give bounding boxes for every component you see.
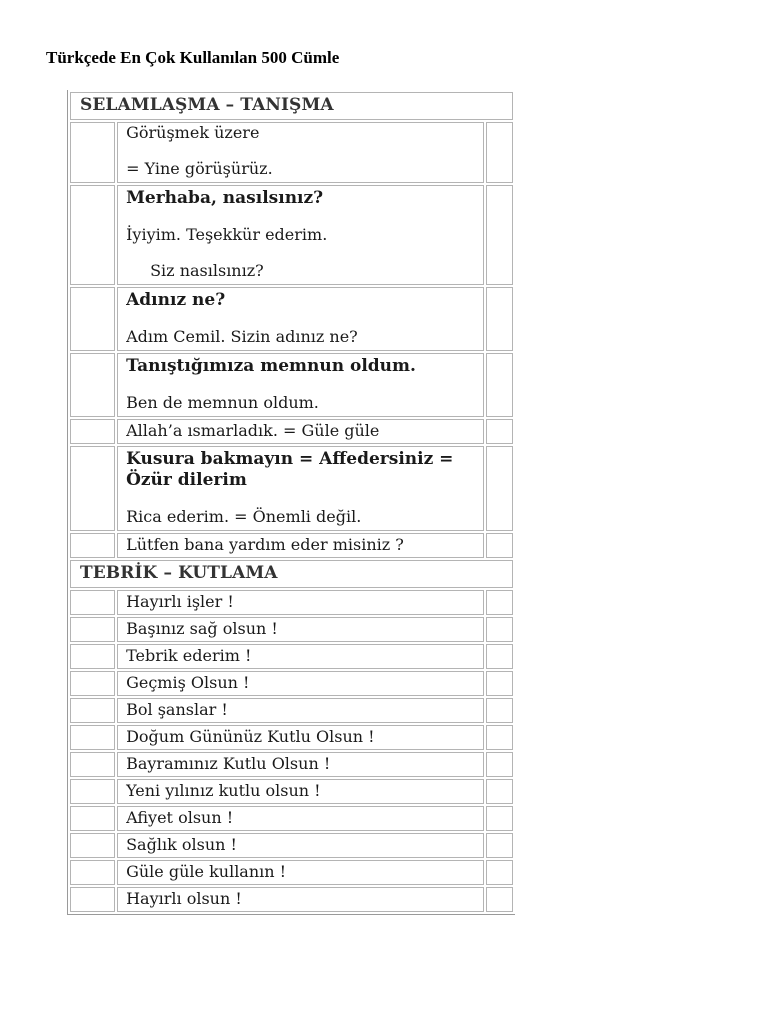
row-left-cell xyxy=(70,779,115,804)
row-left-cell xyxy=(70,887,115,912)
table-row xyxy=(70,353,513,417)
phrase-response: İyiyim. Teşekkür ederim. xyxy=(126,225,328,244)
phrase-text: Görüşmek üzere xyxy=(126,123,260,142)
section-title: SELAMLAŞMA – TANIŞMA xyxy=(80,95,334,115)
phrase-cell xyxy=(117,446,484,531)
phrase-text: Yeni yılınız kutlu olsun ! xyxy=(126,781,321,800)
table-row xyxy=(70,698,513,723)
phrase-text: Bayramınız Kutlu Olsun ! xyxy=(126,754,331,773)
row-left-cell xyxy=(70,725,115,750)
row-right-cell xyxy=(486,287,513,351)
phrase-question: Tanıştığımıza memnun oldum. xyxy=(126,356,416,376)
phrase-cell xyxy=(117,185,484,285)
row-right-cell xyxy=(486,671,513,696)
phrase-text: Hayırlı olsun ! xyxy=(126,889,242,908)
row-right-cell xyxy=(486,833,513,858)
phrase-question: Kusura bakmayın = Affedersiniz = Özür dilerim xyxy=(126,449,454,490)
phrase-text: Sağlık olsun ! xyxy=(126,835,237,854)
row-right-cell xyxy=(486,725,513,750)
row-left-cell xyxy=(70,185,115,285)
row-right-cell xyxy=(486,644,513,669)
phrase-cell xyxy=(117,287,484,351)
phrase-cell xyxy=(117,725,484,750)
document-title: Türkçede En Çok Kullanılan 500 Cümle xyxy=(46,48,340,67)
table-row xyxy=(70,590,513,615)
phrase-cell xyxy=(117,590,484,615)
section-title: TEBRİK – KUTLAMA xyxy=(80,563,278,583)
row-right-cell xyxy=(486,806,513,831)
phrase-cell xyxy=(117,887,484,912)
row-right-cell xyxy=(486,419,513,444)
table-row xyxy=(70,644,513,669)
phrase-question: Merhaba, nasılsınız? xyxy=(126,188,324,208)
phrase-cell xyxy=(117,419,484,444)
row-right-cell xyxy=(486,698,513,723)
table-row xyxy=(70,122,513,183)
section-header xyxy=(70,560,513,588)
phrase-response: = Yine görüşürüz. xyxy=(126,159,273,178)
row-right-cell xyxy=(486,353,513,417)
row-right-cell xyxy=(486,185,513,285)
phrase-text: Hayırlı işler ! xyxy=(126,592,234,611)
section-header xyxy=(70,92,513,120)
phrase-cell xyxy=(117,353,484,417)
table-row xyxy=(70,887,513,912)
table-row xyxy=(70,752,513,777)
row-left-cell xyxy=(70,287,115,351)
section-header-row xyxy=(70,92,513,120)
row-left-cell xyxy=(70,617,115,642)
phrase-response: Ben de memnun oldum. xyxy=(126,393,319,412)
table-row xyxy=(70,533,513,558)
phrase-text: Allah’a ısmarladık. = Güle güle xyxy=(126,421,380,440)
phrase-response: Rica ederim. = Önemli değil. xyxy=(126,507,362,526)
phrase-cell xyxy=(117,644,484,669)
phrase-text: Lütfen bana yardım eder misiniz ? xyxy=(126,535,404,554)
row-right-cell xyxy=(486,122,513,183)
row-left-cell xyxy=(70,806,115,831)
phrase-cell xyxy=(117,533,484,558)
phrase-table xyxy=(67,90,515,915)
row-right-cell xyxy=(486,446,513,531)
phrase-text: Bol şanslar ! xyxy=(126,700,228,719)
table-row xyxy=(70,185,513,285)
table-row xyxy=(70,419,513,444)
phrase-cell xyxy=(117,122,484,183)
row-left-cell xyxy=(70,644,115,669)
phrase-response: Adım Cemil. Sizin adınız ne? xyxy=(126,327,358,346)
phrase-cell xyxy=(117,833,484,858)
phrase-response-followup: Siz nasılsınız? xyxy=(150,261,264,280)
row-left-cell xyxy=(70,833,115,858)
phrase-cell xyxy=(117,752,484,777)
row-left-cell xyxy=(70,122,115,183)
phrase-cell xyxy=(117,698,484,723)
phrase-text: Başınız sağ olsun ! xyxy=(126,619,278,638)
table-row xyxy=(70,860,513,885)
phrase-cell xyxy=(117,617,484,642)
row-left-cell xyxy=(70,419,115,444)
table-row xyxy=(70,725,513,750)
row-left-cell xyxy=(70,590,115,615)
phrase-cell xyxy=(117,779,484,804)
row-left-cell xyxy=(70,446,115,531)
section-header-row xyxy=(70,560,513,588)
row-left-cell xyxy=(70,698,115,723)
row-right-cell xyxy=(486,887,513,912)
row-left-cell xyxy=(70,671,115,696)
table-row xyxy=(70,806,513,831)
table-row xyxy=(70,617,513,642)
row-left-cell xyxy=(70,752,115,777)
phrase-cell xyxy=(117,671,484,696)
phrase-cell xyxy=(117,806,484,831)
row-left-cell xyxy=(70,353,115,417)
phrase-text: Geçmiş Olsun ! xyxy=(126,673,250,692)
table-row xyxy=(70,833,513,858)
phrase-text: Afiyet olsun ! xyxy=(126,808,234,827)
row-right-cell xyxy=(486,590,513,615)
table-row xyxy=(70,671,513,696)
row-left-cell xyxy=(70,860,115,885)
table-row xyxy=(70,446,513,531)
phrase-text: Tebrik ederim ! xyxy=(126,646,252,665)
row-right-cell xyxy=(486,533,513,558)
row-right-cell xyxy=(486,752,513,777)
row-right-cell xyxy=(486,779,513,804)
table-row xyxy=(70,287,513,351)
phrase-text: Güle güle kullanın ! xyxy=(126,862,287,881)
row-left-cell xyxy=(70,533,115,558)
table-row xyxy=(70,779,513,804)
phrase-question: Adınız ne? xyxy=(126,290,226,310)
row-right-cell xyxy=(486,617,513,642)
row-right-cell xyxy=(486,860,513,885)
phrase-text: Doğum Gününüz Kutlu Olsun ! xyxy=(126,727,375,746)
phrase-cell xyxy=(117,860,484,885)
